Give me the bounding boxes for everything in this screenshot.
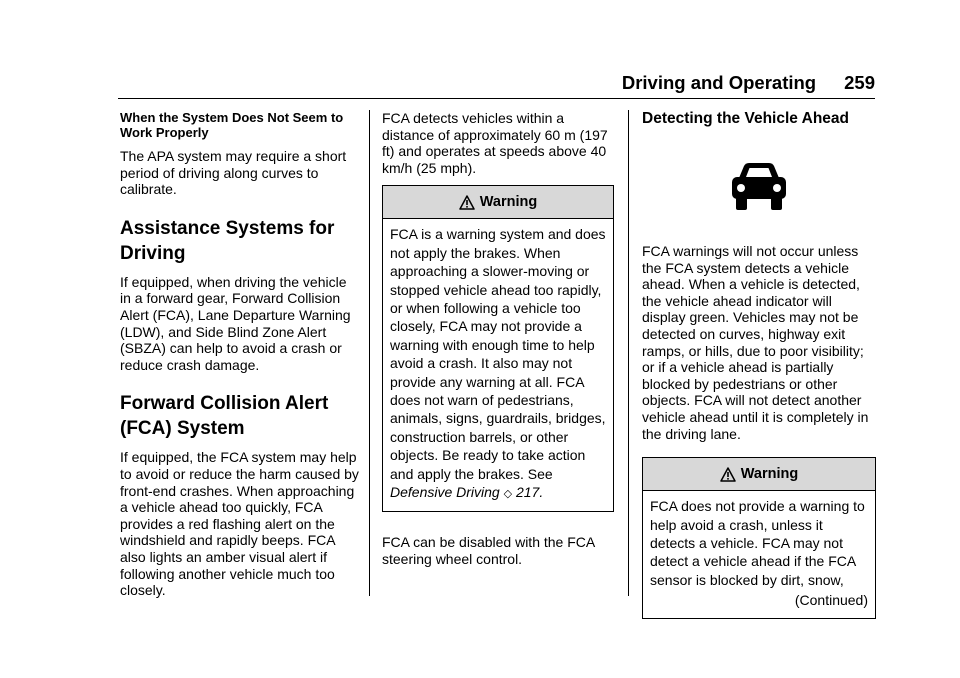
heading-fca-system: Forward Collision Alert (FCA) System [120,393,329,440]
warning-body-2 [643,491,875,617]
page-ref-period: . [539,484,544,501]
column-1 [120,110,360,599]
column-divider-2 [628,110,629,596]
section-title: Driving and Operating [621,72,817,93]
warning-triangle-icon [720,467,736,482]
warning-title: Warning [479,194,538,211]
paragraph-fca-disable: FCA can be disabled with the FCA steering wheel control. [382,534,595,568]
paragraph-assistance: If equipped, when driving the vehicle in a forward gear, Forward Collision Alert (FCA), Lane Departure Warning (LDW), and Side Blind Zone Alert (SBZA) can help to avoid a crash or reduce crash damage. [120,273,351,373]
warning-box-1 [382,185,614,512]
column-3 [642,110,876,619]
warning-triangle-icon [459,195,475,210]
page-ref-number[interactable]: 217 [515,484,540,501]
defensive-driving-link[interactable]: Defensive Driving [390,484,500,501]
warning-header-1 [383,186,613,219]
subheading-not-working: When the System Does Not Seem to Work Properly [120,110,344,140]
paragraph-fca-detects: FCA detects vehicles within a distance of approximately 60 m (197 ft) and operates at speeds above 40 km/h (25 mph). [382,110,608,176]
heading-detecting-vehicle: Detecting the Vehicle Ahead [642,110,850,127]
warning-box-2 [642,457,876,618]
column-2 [382,110,614,568]
warning-title: Warning [740,465,799,482]
column-divider-1 [369,110,370,596]
heading-assistance-systems: Assistance Systems for Driving [120,217,335,264]
page-header [620,72,875,98]
warning-body-1 [383,219,613,511]
continued-label: (Continued) [794,592,868,609]
vehicle-ahead-icon [727,160,791,212]
vehicle-ahead-icon-wrap [642,128,876,243]
header-rule [118,98,875,99]
page-number: 259 [844,72,875,93]
warning-header-2 [643,458,875,491]
paragraph-fca: If equipped, the FCA system may help to avoid or reduce the harm caused by front-end crashes. When approaching a vehicle ahead too quickly, FCA provides a red flashing alert on the windshield and rapidly beeps. FCA also lights an amber visual alert if following another vehicle much too closely. [120,449,359,599]
page-ref-arrow: ◇ [503,488,513,501]
warning-text: FCA does not provide a warning to help avoid a crash, unless it detects a vehicle. FCA may not detect a vehicle ahead if the FCA sensor is blocked by dirt, snow, [650,498,865,588]
paragraph-fca-warnings: FCA warnings will not occur unless the FCA system detects a vehicle ahead. When a vehicle is detected, the vehicle ahead indicator will display green. Vehicles may not be detected on curves, highway exit ramps, or hills, due to poor visibility; or if a vehicle ahead is partially blocked by pedestrians or other objects. FCA will not detect another vehicle ahead until it is completely in the driving lane. [642,243,869,442]
paragraph-apa-calibrate: The APA system may require a short period of driving along curves to calibrate. [120,148,347,198]
warning-text: FCA is a warning system and does not apply the brakes. When approaching a slower-moving or stopped vehicle ahead too rapidly, or when following a vehicle too closely, FCA may not provide a warning with enough time to help avoid a crash. It also may not provide any warning at all. FCA does not warn of pedestrians, animals, signs, guardrails, bridges, construction barrels, or other objects. Be ready to take action and apply the brakes. See [390,226,606,482]
